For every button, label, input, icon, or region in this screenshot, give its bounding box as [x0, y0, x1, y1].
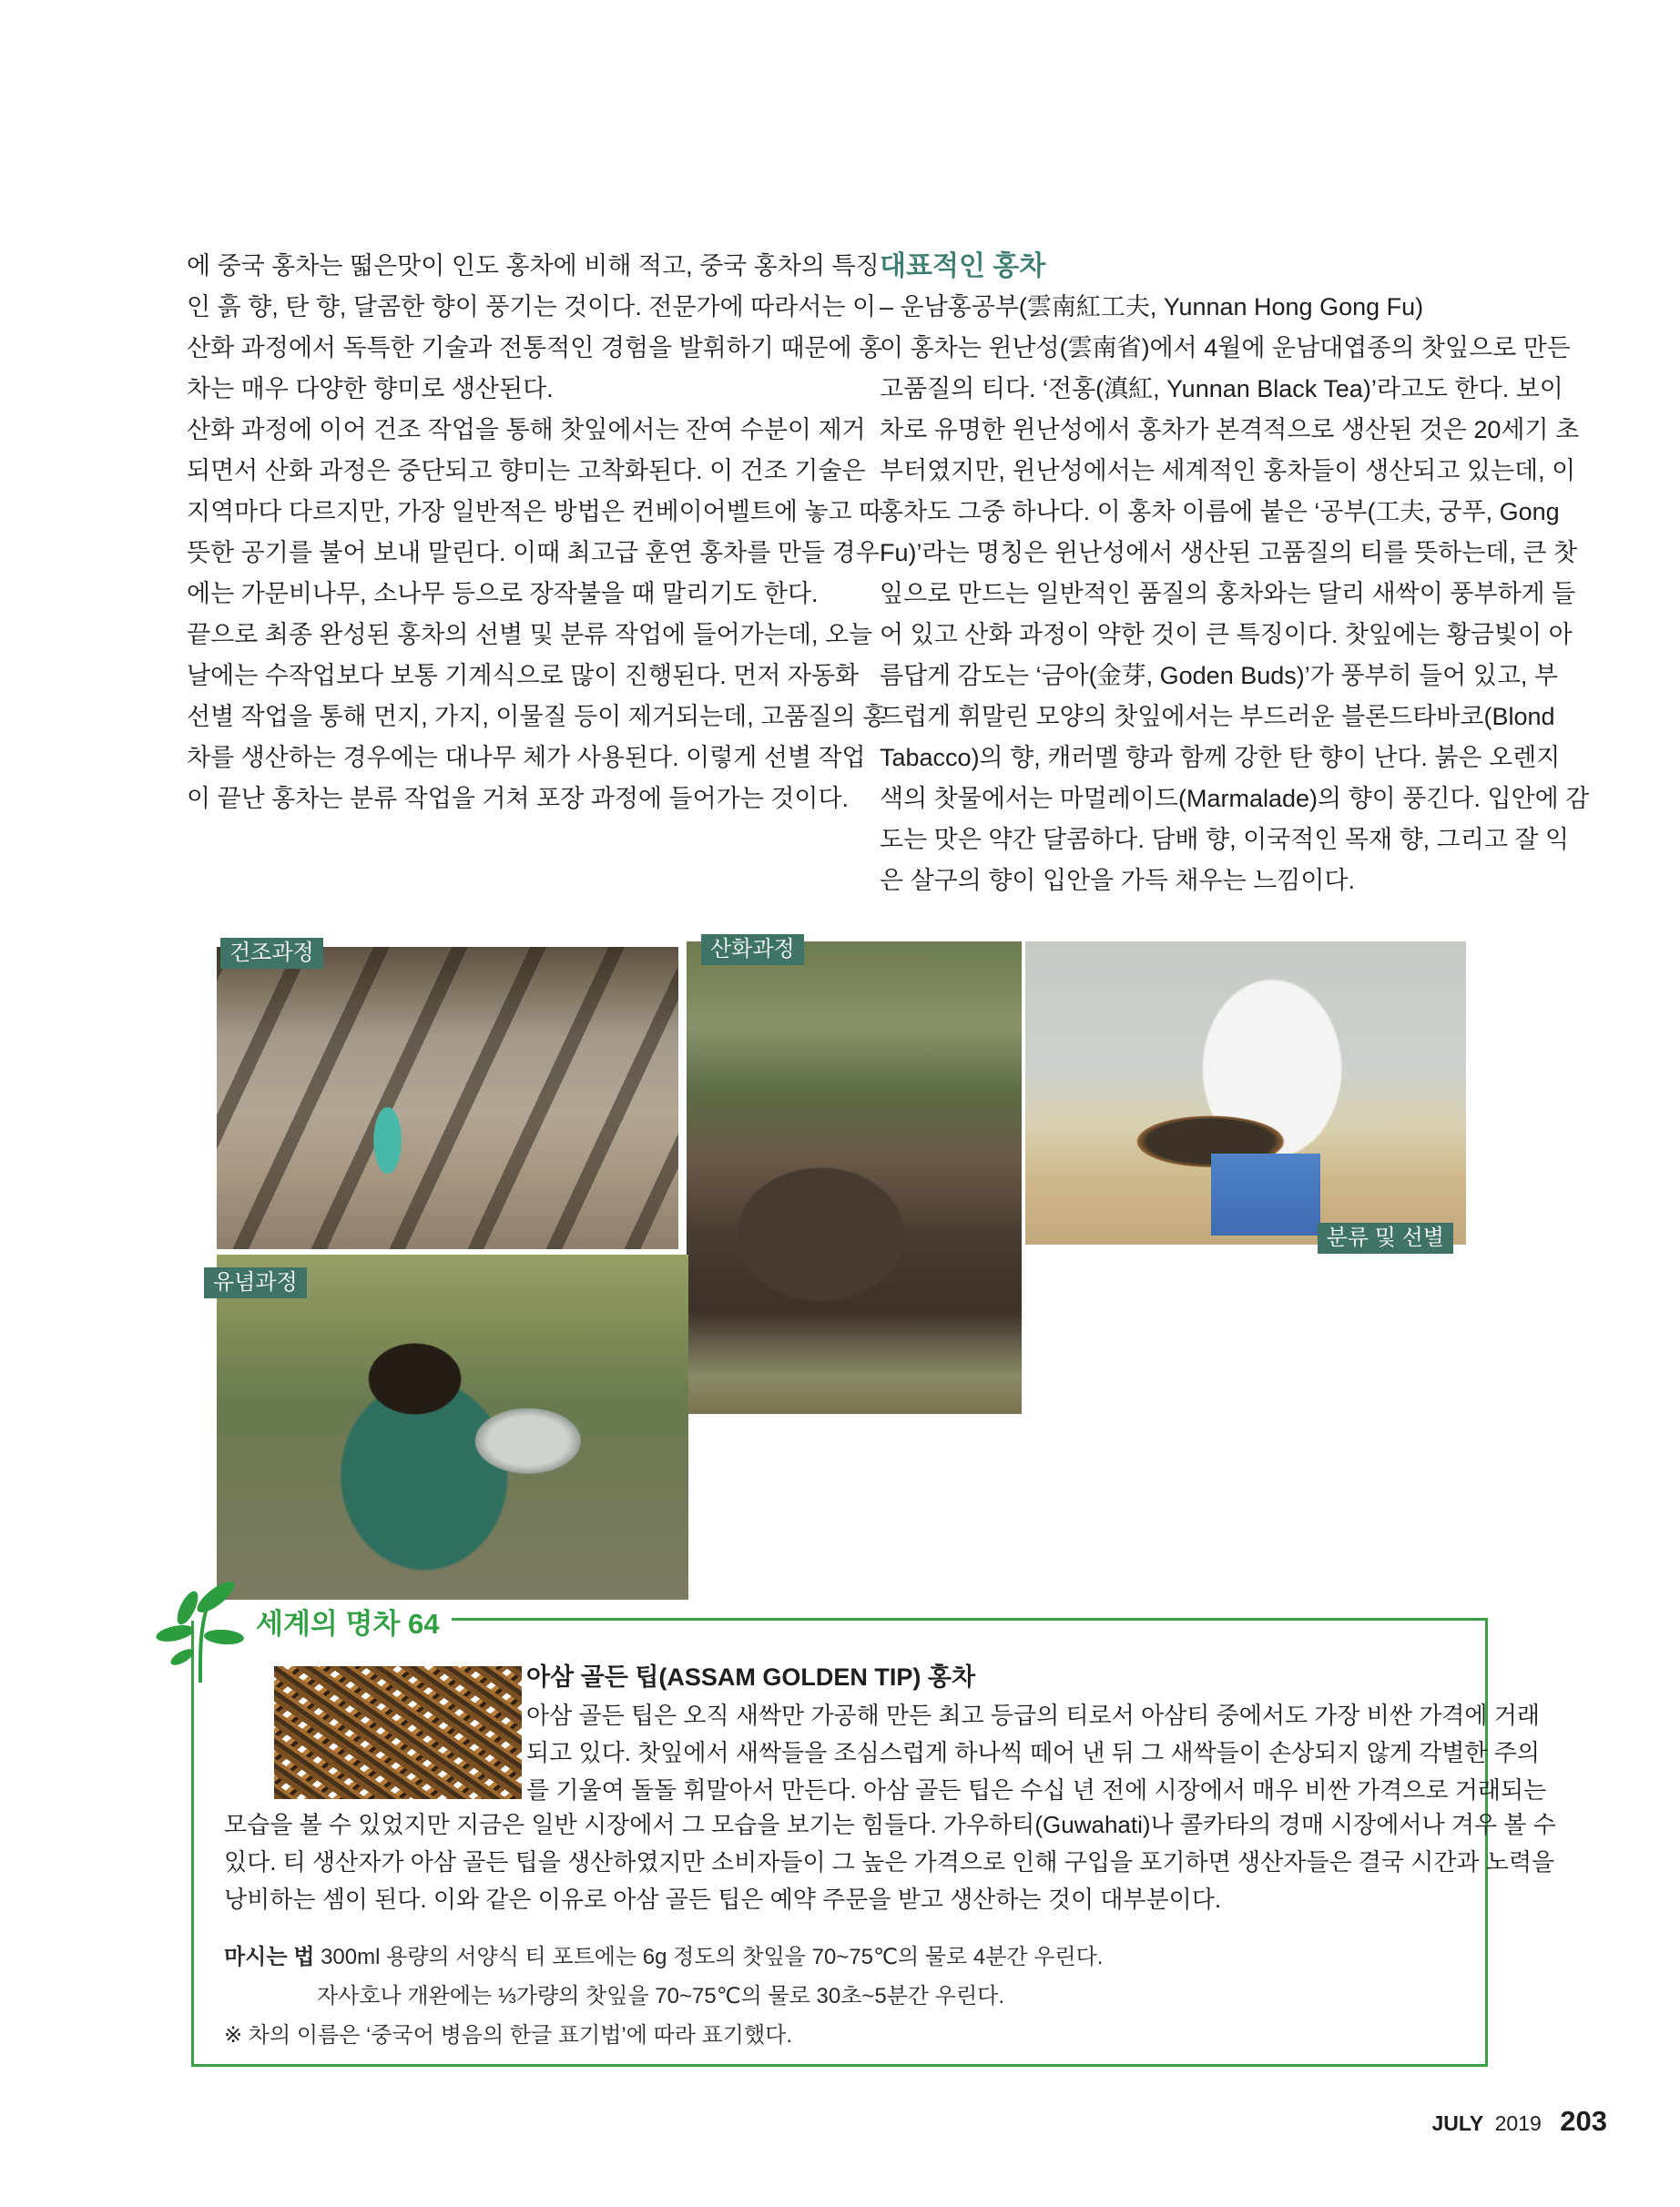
feature-box-top-rule [442, 1618, 1488, 1621]
body-line: 되고 있다. 찻잎에서 새싹들을 조심스럽게 하나씩 떼어 낸 뒤 그 새싹들이 손상되지 않게 각별한 주의 [526, 1739, 1540, 1766]
footer-month: JULY [1431, 2111, 1484, 2135]
page-footer [1432, 2105, 1608, 2138]
photo-assam-golden-tip-leaves [274, 1666, 522, 1799]
brewing-label: 마시는 법 [224, 1945, 315, 1969]
body-line: 인 흙 향, 탄 향, 달콤한 향이 풍기는 것이다. 전문가에 따라서는 이 [187, 293, 877, 320]
body-line: 차를 생산하는 경우에는 대나무 체가 사용된다. 이렇게 선별 작업 [187, 744, 866, 771]
body-line: 고품질의 티다. ‘전홍(滇紅, Yunnan Black Tea)’라고도 한다. 보이 [880, 375, 1563, 402]
photo-oxidation-process [687, 937, 1022, 1414]
series-title: 세계의 명차 64 [250, 1601, 452, 1642]
body-line: 이 끝난 홍차는 분류 작업을 거쳐 포장 과정에 들어가는 것이다. [187, 785, 850, 812]
body-line: 홍차도 그중 하나다. 이 홍차 이름에 붙은 ‘공부(工夫, 궁푸, Gong [880, 498, 1560, 525]
brewing-line-1 [224, 1937, 1457, 1977]
photo-drying-process [217, 941, 678, 1249]
body-line: Fu)’라는 명칭은 윈난성에서 생산된 고품질의 티를 뜻하는데, 큰 찻 [880, 539, 1578, 566]
feature-body-full [224, 1806, 1556, 1918]
body-line: 색의 찻물에서는 마멀레이드(Marmalade)의 향이 풍긴다. 입안에 감 [880, 785, 1590, 812]
footer-page-number: 203 [1560, 2105, 1607, 2137]
brewing-instructions [224, 1937, 1457, 2055]
body-line: 어 있고 산화 과정이 약한 것이 큰 특징이다. 찻잎에는 황금빛이 아 [880, 621, 1573, 648]
body-line: 를 기울여 돌돌 휘말아서 만든다. 아삼 골든 팁은 수십 년 전에 시장에서 매우 비싼 가격으로 거래되는 [526, 1776, 1547, 1804]
feature-heading: 아삼 골든 팁(ASSAM GOLDEN TIP) 홍차 [526, 1663, 976, 1691]
brewing-note: ※ 차의 이름은 ‘중국어 병음의 한글 표기법’에 따라 표기했다. [224, 2023, 793, 2048]
body-line: 있다. 티 생산자가 아삼 골든 팁을 생산하였지만 소비자들이 그 높은 가격으로 인해 구입을 포기하면 생산자들은 결국 시간과 노력을 [224, 1848, 1555, 1876]
brewing-line-2: 자사호나 개완에는 ⅓가량의 찻잎을 70~75℃의 물로 30초~5분간 우린다. [317, 1984, 1005, 2009]
photo-sorting-process [1025, 941, 1466, 1250]
photo-rolling-process [213, 1255, 688, 1600]
body-line: 차는 매우 다양한 향미로 생산된다. [187, 375, 554, 402]
body-line: 산화 과정에서 독특한 기술과 전통적인 경험을 발휘하기 때문에 홍 [187, 334, 883, 361]
brewing-text: 300ml 용량의 서양식 티 포트에는 6g 정도의 찻잎을 70~75℃의 물로 4분간 우린다. [314, 1945, 1104, 1969]
body-line: 잎으로 만드는 일반적인 품질의 홍차와는 달리 새싹이 풍부하게 들 [880, 580, 1576, 607]
body-line: 드럽게 휘말린 모양의 찻잎에서는 부드러운 블론드타바코(Blond [880, 703, 1555, 730]
body-line: 뜻한 공기를 불어 보내 말린다. 이때 최고급 훈연 홍차를 만들 경우 [187, 539, 880, 566]
body-line: 부터였지만, 윈난성에서는 세계적인 홍차들이 생산되고 있는데, 이 [880, 457, 1576, 484]
body-line: 산화 과정에 이어 건조 작업을 통해 찻잎에서는 잔여 수분이 제거 [187, 416, 866, 443]
body-line: 름답게 감도는 ‘금아(金芽, Goden Buds)’가 풍부히 들어 있고, 부 [880, 662, 1558, 689]
body-line: 이 홍차는 윈난성(雲南省)에서 4월에 운남대엽종의 찻잎으로 만든 [880, 334, 1571, 361]
body-line: 되면서 산화 과정은 중단되고 향미는 고착화된다. 이 건조 기술은 [187, 457, 866, 484]
body-line: 에 중국 홍차는 떫은맛이 인도 홍차에 비해 적고, 중국 홍차의 특징 [187, 252, 880, 280]
body-line: 날에는 수작업보다 보통 기계식으로 많이 진행된다. 먼저 자동화 [187, 662, 860, 689]
body-line: 모습을 볼 수 있었지만 지금은 일반 시장에서 그 모습을 보기는 힘들다. 가우하티(Guwahati)나 콜카타의 경매 시장에서나 겨우 볼 수 [224, 1811, 1556, 1838]
footer-year: 2019 [1494, 2111, 1542, 2135]
feature-body-indented [526, 1697, 1547, 1809]
photo-label-badge: 유념과정 [204, 1267, 307, 1298]
body-line: 지역마다 다르지만, 가장 일반적은 방법은 컨베이어벨트에 놓고 따 [187, 498, 883, 525]
body-line: 도는 맛은 약간 달콤하다. 담배 향, 이국적인 목재 향, 그리고 잘 익 [880, 826, 1570, 853]
body-line: 에는 가문비나무, 소나무 등으로 장작불을 때 말리기도 한다. [187, 580, 819, 607]
body-line: 낭비하는 셈이 된다. 이와 같은 이유로 아삼 골든 팁은 예약 주문을 받고 생산하는 것이 대부분이다. [224, 1886, 1222, 1913]
photo-label-badge: 산화과정 [701, 934, 804, 965]
photo-label-badge: 건조과정 [220, 938, 323, 969]
photo-label-badge: 분류 및 선별 [1318, 1223, 1453, 1254]
right-text-column [880, 246, 1590, 901]
tea-sprig-icon [150, 1581, 250, 1683]
body-line: 선별 작업을 통해 먼지, 가지, 이물질 등이 제거되는데, 고품질의 홍 [187, 703, 887, 730]
body-line: 차로 유명한 윈난성에서 홍차가 본격적으로 생산된 것은 20세기 초 [880, 416, 1580, 443]
body-line: 아삼 골든 팁은 오직 새싹만 가공해 만든 최고 등급의 티로서 아삼티 중에서도 가장 비싼 가격에 거래 [526, 1702, 1540, 1729]
body-line: Tabacco)의 향, 캐러멜 향과 함께 강한 탄 향이 난다. 붉은 오렌지 [880, 744, 1561, 771]
left-text-column [187, 246, 887, 819]
body-line: 끝으로 최종 완성된 홍차의 선별 및 분류 작업에 들어가는데, 오늘 [187, 621, 873, 648]
sub-heading: – 운남홍공부(雲南紅工夫, Yunnan Hong Gong Fu) [880, 293, 1424, 320]
feature-box [191, 1608, 1556, 2067]
section-heading: 대표적인 홍차 [880, 251, 1046, 281]
body-line: 은 살구의 향이 입안을 가득 채우는 느낌이다. [880, 867, 1355, 894]
